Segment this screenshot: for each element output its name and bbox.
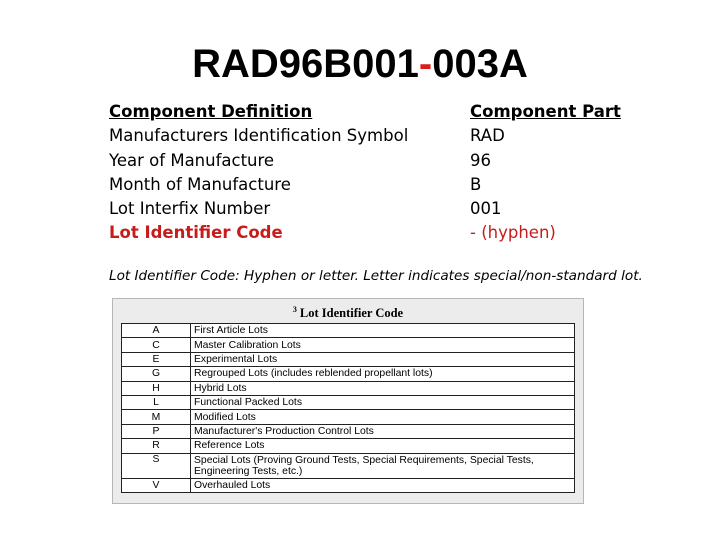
definition-header: Component Definition xyxy=(109,102,313,121)
table-title-text: Lot Identifier Code xyxy=(299,306,404,321)
lot-code-table xyxy=(121,323,575,493)
desc-cell: Functional Packed Lots xyxy=(191,395,575,409)
desc-cell: Reference Lots xyxy=(191,439,575,453)
part-item: B xyxy=(470,174,482,194)
table-row xyxy=(122,478,575,492)
table-row xyxy=(122,324,575,338)
code-cell: A xyxy=(122,324,191,338)
table-row xyxy=(122,367,575,381)
desc-cell: Special Lots (Proving Ground Tests, Special Requirements, Special Tests, Engineering Tests, etc.) xyxy=(191,453,575,478)
table-row xyxy=(122,410,575,424)
table-row xyxy=(122,381,575,395)
desc-cell: First Article Lots xyxy=(191,324,575,338)
desc-cell: Experimental Lots xyxy=(191,352,575,366)
table-row xyxy=(122,352,575,366)
definition-item-highlight: Lot Identifier Code xyxy=(109,223,283,243)
definition-item: Lot Interfix Number xyxy=(109,199,271,219)
code-cell: V xyxy=(122,478,191,492)
desc-cell: Overhauled Lots xyxy=(191,478,575,492)
definition-column xyxy=(109,100,421,246)
part-item: 96 xyxy=(470,150,491,170)
title-part2: 003A xyxy=(432,42,528,86)
desc-cell: Regrouped Lots (includes reblended propellant lots) xyxy=(191,367,575,381)
lot-identifier-note: Lot Identifier Code: Hyphen or letter. Letter indicates special/non-standard lot. xyxy=(109,268,643,284)
table-row xyxy=(122,338,575,352)
table-footnote: 3 xyxy=(292,305,297,314)
table-row xyxy=(122,453,575,478)
table-row xyxy=(122,439,575,453)
code-cell: L xyxy=(122,395,191,409)
table-title xyxy=(113,305,583,321)
desc-cell: Manufacturer's Production Control Lots xyxy=(191,424,575,438)
code-cell: C xyxy=(122,338,191,352)
part-header: Component Part xyxy=(470,102,621,121)
part-item-highlight: - (hyphen) xyxy=(470,223,556,243)
part-item: 001 xyxy=(470,199,502,219)
code-cell: E xyxy=(122,352,191,366)
title-part1: RAD96B001 xyxy=(192,42,419,86)
title-separator: - xyxy=(418,42,433,86)
definition-item: Month of Manufacture xyxy=(109,174,291,194)
code-cell: G xyxy=(122,367,191,381)
definition-item: Manufacturers Identification Symbol xyxy=(109,126,409,146)
code-cell: S xyxy=(122,453,191,478)
part-item: RAD xyxy=(470,126,505,146)
definition-item: Year of Manufacture xyxy=(109,150,275,170)
code-cell: M xyxy=(122,410,191,424)
desc-cell: Modified Lots xyxy=(191,410,575,424)
part-column xyxy=(470,100,621,246)
page-title xyxy=(0,42,720,87)
lot-identifier-table-image xyxy=(112,298,584,504)
code-cell: H xyxy=(122,381,191,395)
table-row xyxy=(122,395,575,409)
code-cell: P xyxy=(122,424,191,438)
code-cell: R xyxy=(122,439,191,453)
desc-cell: Master Calibration Lots xyxy=(191,338,575,352)
table-row xyxy=(122,424,575,438)
desc-cell: Hybrid Lots xyxy=(191,381,575,395)
